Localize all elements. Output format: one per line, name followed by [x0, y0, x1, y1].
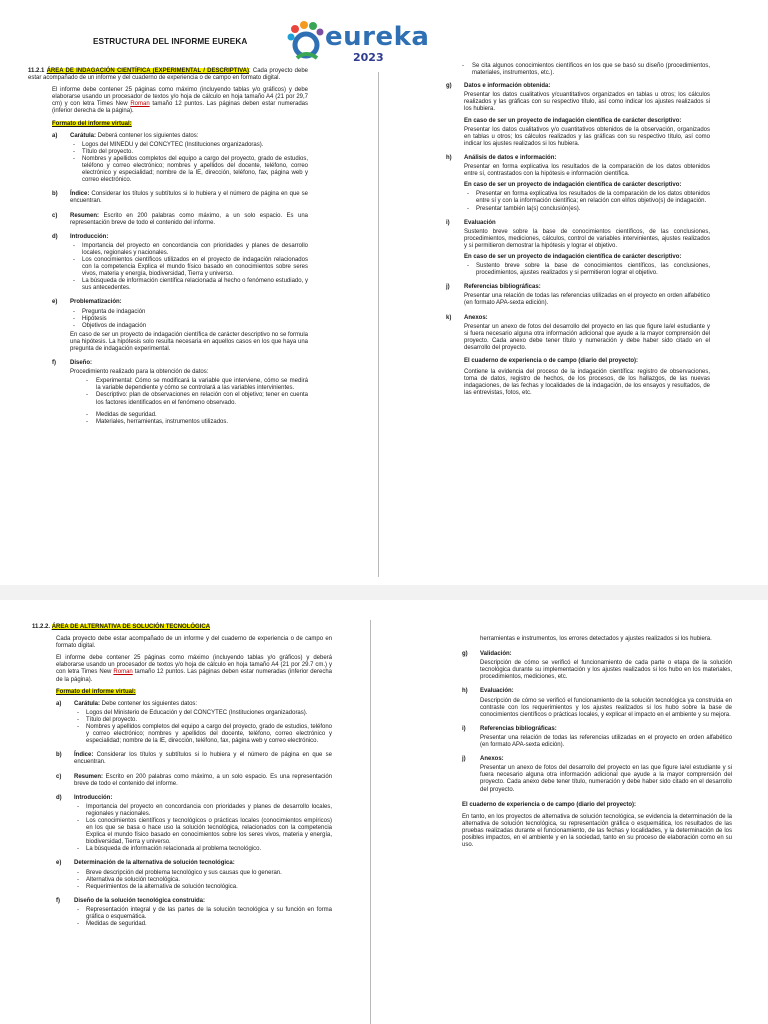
list-item: - Pregunta de indagación — [70, 309, 308, 316]
list-item: - Los conocimientos científicos utilizados en el proyecto de indagación relacionados con la competencia Explica el mundo físico basado en conocimientos sobre seres vivos, materia y energía, biodiversidad, Tierra y universo. — [70, 257, 308, 278]
notebook-text: Contiene la evidencia del proceso de la indagación científica: registro de observaciones, toma de datos, registro de hechos, de los procesos, de los hallazgos, de las nuevas indagaciones, de las fechas y localidades de la indagación, de los ensayos y resultados, de las entrevistas, fotos, etc. — [464, 369, 710, 397]
section-title: ÁREA DE ALTERNATIVA DE SOLUCIÓN TECNOLÓGICA — [51, 624, 211, 630]
list-item: - Se cita algunos conocimientos científicos en los que se basó su diseño (procedimientos, materiales, instrumentos, etc.). — [446, 63, 710, 77]
list-item: - Descriptivo: plan de observaciones en relación con el objetivo; tener en cuenta los factores identificados en el fenómeno observado. — [70, 392, 308, 406]
list-item: - Título del proyecto. — [70, 149, 308, 156]
list-item: - Importancia del proyecto en concordancia con prioridades y planes de desarrollo locales, regionales y nacionales. — [70, 243, 308, 257]
roman-word: Roman — [130, 101, 150, 108]
format-title: Formato del informe virtual: — [52, 120, 132, 127]
item-referencias: j) Referencias bibliográficas: Presentar una relación de todas las referencias utilizadas en el proyecto en orden alfabético (en formato APA-sexta edición). — [446, 284, 710, 307]
item-validacion: g) Validación: Descripción de cómo se verificó el funcionamiento de cada parte o etapa de la solución tecnológica durante su implementación y los ajustes realizados si los hubo en los materiales, procedimientos, mediciones, etc. — [462, 651, 732, 681]
item-resumen: c) Resumen: Escrito en 200 palabras como máximo, a un solo espacio. Es una representación breve de todo el contenido del informe. — [56, 773, 332, 787]
diseno-solucion-list — [74, 907, 332, 928]
notebook-title: El cuaderno de experiencia o de campo (diario del proyecto): — [462, 801, 637, 808]
document-page-2 — [0, 600, 768, 1024]
list-item: - Sustento breve sobre la base de conocimientos científicos, las conclusiones, procedimientos, ajustes realizados y si permitieron lograr el objetivo. — [464, 263, 710, 277]
list-item: - Breve descripción del problema tecnológico y sus causas que lo generan. — [74, 870, 332, 877]
logo-wordmark: eureka — [325, 22, 430, 52]
item-resumen: c) Resumen: Escrito en 200 palabras como máximo, a un solo espacio. Es una representación breve de todo el contenido del informe. — [52, 212, 308, 226]
list-item: - Experimental: Cómo se modificará la variable que interviene, cómo se medirá la variable dependiente y cómo se controlará a las variables intervinientes. — [70, 378, 308, 392]
item-referencias: i) Referencias bibliográficas: Presentar una relación de todas las referencias utilizadas en el proyecto en orden alfabético (en formato APA-sexta edición). — [462, 725, 732, 749]
page2-left-column — [32, 624, 332, 935]
page-gap — [0, 585, 768, 600]
column-divider — [370, 620, 371, 1024]
column-divider — [378, 72, 379, 577]
list-item: - Objetivos de indagación — [70, 323, 308, 330]
list-item: - Medidas de seguridad. — [74, 921, 332, 928]
list-item: - La búsqueda de información relacionada al problema tecnológico. — [74, 846, 332, 853]
document-title: ESTRUCTURA DEL INFORME EUREKA — [93, 37, 248, 46]
problematizacion-list — [70, 309, 308, 330]
determinacion-list — [74, 870, 332, 891]
list-item: - Logos del Ministerio de Educación y del CONCYTEC (Instituciones organizadoras). — [74, 710, 332, 717]
section-title: ÁREA DE INDAGACIÓN CIENTÍFICA (EXPERIMENTAL / DESCRIPTIVA) — [46, 68, 250, 74]
list-item: - Medidas de seguridad. — [70, 412, 308, 419]
item-evaluacion: i) Evaluación Sustento breve sobre la base de conocimientos científicos, de las conclusiones, procedimientos, mediciones, cálculos, control de variables intervinientes, ajustes realizados y si permitieron demostrar la hipótesis y lograr el objetivo. En caso de ser un proyecto de indagación científica de carácter descriptivo: - Sustento breve sobre la base de conocimientos científicos, las conclusiones, procedimientos, ajustes realizados y si permitieron lograr el objetivo. — [446, 220, 710, 280]
section-heading: 11.2.1 ÁREA DE INDAGACIÓN CIENTÍFICA (EXPERIMENTAL / DESCRIPTIVA): Cada proyecto debe estar acompañado de un informe y del cuaderno de experiencia o de campo en formato digital. — [28, 68, 308, 82]
diseno-list-2 — [70, 412, 308, 426]
list-item: - La búsqueda de información científica relacionada al hecho o fenómeno estudiado, y sus antecedentes. — [70, 278, 308, 292]
problematizacion-note: En caso de ser un proyecto de indagación científica de carácter descriptivo no se formula una hipótesis. La hipótesis solo resulta necesaria en aquellos casos en los que haya una pregunta de indagación experimental. — [70, 331, 308, 352]
list-item: - Alternativa de solución tecnológica. — [74, 877, 332, 884]
notebook-text: En tanto, en los proyectos de alternativa de solución tecnológica, se evidencia la determinación de la alternativa de solución tecnológica, su representación gráfica o esquemática, los resultados de las pruebas realizadas durante el funcionamiento, de las fechas y localidades, y la determinación de los posibles impactos, en el ambiente y en la sociedad, tanto en su proceso de elaboración como en su uso. — [462, 813, 732, 849]
intro-paragraph: El informe debe contener 25 páginas como máximo (incluyendo tablas y/o gráficos) y deberá elaborarse usando un procesador de textos y/o hoja de cálculo en hoja tamaño A4 (21 por 29.7 cm.) y con letra Times New Roman tamaño 12 puntos. Las páginas deben estar numeradas (inferior derecha de la página). — [56, 655, 332, 683]
format-title: Formato del informe virtual: — [56, 688, 136, 695]
notebook-title: El cuaderno de experiencia o de campo (diario del proyecto): — [464, 358, 639, 364]
list-item: - Título del proyecto. — [74, 717, 332, 724]
list-item: - Representación integral y de las partes de la solución tecnológica y su función en forma gráfica o esquemática. — [74, 907, 332, 921]
page2-right-column — [462, 636, 732, 854]
list-item: - Nombres y apellidos completos del equipo a cargo del proyecto, grado de estudios, teléfono y correo electrónico; nombres y apellidos del docente, teléfono, correo electrónico y especialidad; nombre de la IE, dirección, teléfono, fax, página web y correo electrónico. — [74, 724, 332, 745]
list-item: - Presentar también la(s) conclusión(es). — [464, 206, 710, 213]
diseno-continued: herramientas e instrumentos, los errores detectados y ajustes realizados si los hubiera. — [480, 636, 712, 642]
introduccion-list — [70, 243, 308, 293]
list-item: - Importancia del proyecto en concordancia con prioridades y planes de desarrollo locales, regionales y nacionales. — [74, 804, 332, 818]
eureka-emblem-icon — [283, 20, 329, 66]
item-caratula: a) Carátula: Debe contener los siguientes datos: - Logos del Ministerio de Educación y del CONCYTEC (Instituciones organizadoras). - Título del proyecto. - Nombres y apellidos completos del equipo a cargo del proyecto, grado de estudios, teléfono y correo electrónico; nombres y apellidos del docente, teléfono, correo electrónico y especialidad; nombre de la IE, dirección, teléfono, fax, página web y correo electrónico. — [56, 701, 332, 748]
item-problematizacion: e) Problematización: - Pregunta de indagación - Hipótesis - Objetivos de indagación En caso de ser un proyecto de indagación científica de carácter descriptivo no se formula una hipótesis. La hipótesis solo resulta necesaria en aquellos casos en los que haya una pregunta de indagación experimental. — [52, 299, 308, 355]
eureka-logo — [283, 20, 430, 70]
analisis-list — [464, 191, 710, 212]
list-item: - Logos del MINEDU y del CONCYTEC (Instituciones organizadoras). — [70, 142, 308, 149]
item-datos: g) Datos e información obtenida: Presentar los datos cualitativos y/cuantitativos organizados en tablas u otros; los cálculos realizados y las gráficas con su respectivo título, así como indicar los ajustes realizados si los hubiera. En caso de ser un proyecto de indagación científica de carácter descriptivo: Presentar los datos cualitativos y/o cuantitativos obtenidos de la observación, organizados en tablas u otros; los cálculos realizados y las gráficas con su respectivo título, así como indicar los ajustes realizados si los hubiera. — [446, 83, 710, 147]
diseno-list — [70, 378, 308, 406]
evaluacion-list — [464, 263, 710, 277]
page1-left-column — [28, 68, 308, 433]
item-introduccion: d) Introducción: - Importancia del proyecto en concordancia con prioridades y planes de desarrollo locales, regionales y nacionales. - Los conocimientos científicos utilizados en el proyecto de indagación relacionados con la competencia Explica el mundo físico basado en conocimientos sobre seres vivos, materia y energía, biodiversidad, Tierra y universo. - La búsqueda de información científica relacionada al hecho o fenómeno estudiado, y sus antecedentes. — [52, 234, 308, 295]
list-item: - Nombres y apellidos completos del equipo a cargo del proyecto, grado de estudios, teléfono y correo electrónico; nombres y apellidos del docente, teléfono, correo electrónico y especialidad; nombre de la IE, dirección, teléfono, fax, página web y correo electrónico. — [70, 156, 308, 184]
intro-paragraph: El informe debe contener 25 páginas como máximo (incluyendo tablas y/o gráficos) y debe elaborarse usando un procesador de textos y/o hoja de cálculo en hoja tamaño A4 (21 por 29,7 cm) y con letra Times New Roman tamaño 12 puntos. Las páginas deben estar numeradas (inferior derecha de la página). — [52, 87, 309, 115]
item-evaluacion: h) Evaluación: Descripción de cómo se verificó el funcionamiento de la solución tecnológica ya construida en contraste con los requerimientos y los ajustes realizados si los hubo sobre la base de conocimientos científicos o prácticas locales, y explicar el impacto en el ambiente y su mejora. — [462, 688, 732, 718]
caratula-list — [74, 710, 332, 745]
page1-right-column — [446, 62, 710, 404]
list-item: - Presentar en forma explicativa los resultados de la comparación de los datos obtenidos entre sí y con la información científica; en relación con el/los objetivo(s) de indagación. — [464, 191, 710, 205]
item-anexos: k) Anexos: Presentar un anexo de fotos del desarrollo del proyecto en las que figure la/el estudiante y si fuera necesario alguna otra información adicional que ayude a la mayor comprensión del proyecto. Cada anexo debe tener título y numeración y debe haber sido citado en el desarrollo del proyecto. El cuaderno de experiencia o de campo (diario del proyecto): Contiene la evidencia del proceso de la indagación científica: registro de observaciones, toma de datos, registro de hechos, de los procesos, de los hallazgos, de las nuevas indagaciones, de las fechas y localidades de la indagación, de los ensayos y resultados, de las entrevistas, fotos, etc. — [446, 314, 710, 397]
list-item: - Hipótesis — [70, 316, 308, 323]
logo-year: 2023 — [353, 51, 384, 64]
item-indice: b) Índice: Considerar los títulos y subtítulos si lo hubiera y el número de página en que se encuentran. — [52, 191, 308, 205]
diseno-continued-list — [446, 63, 710, 77]
introduccion-list — [74, 804, 332, 854]
item-determinacion: e) Determinación de la alternativa de solución tecnológica: - Breve descripción del problema tecnológico y sus causas que lo generan. - Alternativa de solución tecnológica. - Requerimientos de la alternativa de solución tecnológica. — [56, 860, 332, 892]
roman-word: Roman — [113, 669, 133, 676]
list-item: - Requerimientos de la alternativa de solución tecnológica. — [74, 884, 332, 891]
caratula-list — [70, 142, 308, 185]
item-indice: b) Índice: Considerar los títulos y subtítulos si lo hubiera y el número de página en que se encuentran. — [56, 752, 332, 766]
item-anexos: j) Anexos: Presentar un anexo de fotos del desarrollo del proyecto en las que figure la/el estudiante y si fuera necesario alguna otra información adicional que ayude a la mayor comprensión del proyecto. Cada anexo debe tener título, numeración y debe haber sido citado en el desarrollo del proyecto. — [462, 756, 732, 793]
item-diseno: f) Diseño: Procedimiento realizado para la obtención de datos: - Experimental: Cómo se modificará la variable que interviene, cómo se medirá la variable dependiente y cómo se controlará a las variables intervinientes. - Descriptivo: plan de observaciones en relación con el objetivo; tener en cuenta los factores identificados en el fenómeno observado. - Medidas de seguridad. - Materiales, herramientas, instrumentos utilizados. — [52, 360, 308, 428]
list-item: - Materiales, herramientas, instrumentos utilizados. — [70, 419, 308, 426]
item-diseno-solucion: f) Diseño de la solución tecnológica construida: - Representación integral y de las partes de la solución tecnológica y su función en forma gráfica o esquemática. - Medidas de seguridad. — [56, 898, 332, 930]
item-analisis: h) Análisis de datos e información: Presentar en forma explicativa los resultados de la comparación de los datos obtenidos entre sí, contrastados con la hipótesis e información científica. En caso de ser un proyecto de indagación científica de carácter descriptivo: - Presentar en forma explicativa los resultados de la comparación de los datos obtenidos entre sí y con la información científica; en relación con el/los objetivo(s) de indagación. - Presentar también la(s) conclusión(es). — [446, 155, 710, 215]
item-introduccion: d) Introducción: - Importancia del proyecto en concordancia con prioridades y planes de desarrollo locales, regionales y nacionales. - Los conocimientos científicos y tecnológicos o prácticas locales (conocimientos empíricos) en los que se basa o hace uso la solución tecnológica, relacionados con la competencia Explica el mundo físico basado en conocimientos sobre los seres vivos, materia y energía, biodiversidad, Tierra y universo. - La búsqueda de información relacionada al problema tecnológico. — [56, 795, 332, 856]
item-caratula: a) Carátula: Deberá contener los siguientes datos: - Logos del MINEDU y del CONCYTEC (Instituciones organizadoras). - Título del proyecto. - Nombres y apellidos completos del equipo a cargo del proyecto, grado de estudios, teléfono y correo electrónico; nombres y apellidos del docente, teléfono, correo electrónico y especialidad; nombre de la IE, dirección, teléfono, fax, página web y correo electrónico. — [52, 133, 308, 187]
intro-paragraph-0: Cada proyecto debe estar acompañado de un informe y del cuaderno de experiencia o de campo en formato digital. — [56, 636, 332, 650]
section-heading: 11.2.2. ÁREA DE ALTERNATIVA DE SOLUCIÓN TECNOLÓGICA — [32, 624, 211, 630]
list-item: - Los conocimientos científicos y tecnológicos o prácticas locales (conocimientos empíricos) en los que se basa o hace uso la solución tecnológica, relacionados con la competencia Explica el mundo físico basado en conocimientos sobre los seres vivos, materia y energía, biodiversidad, Tierra y universo. — [74, 818, 332, 846]
